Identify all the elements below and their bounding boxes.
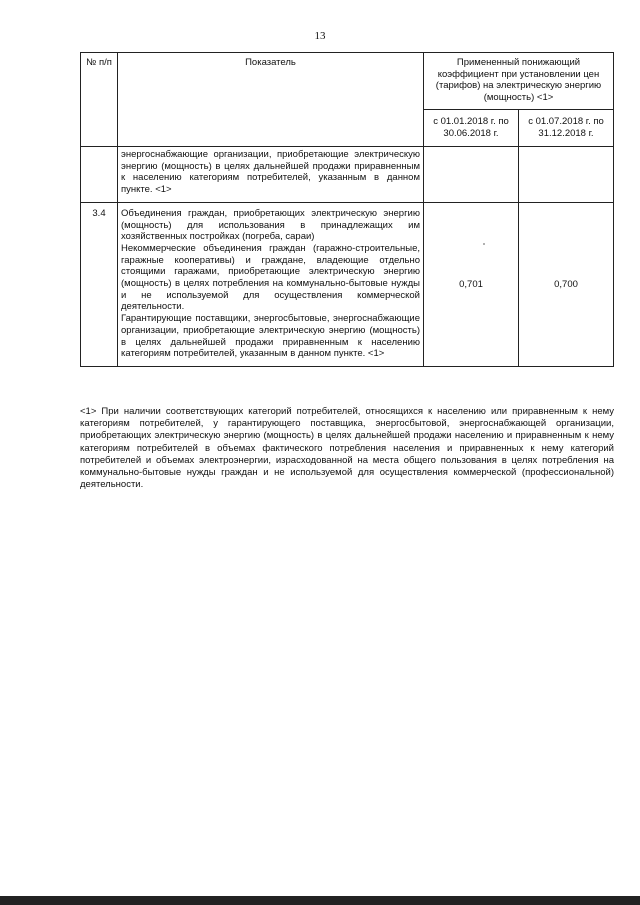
scan-speck: [483, 243, 485, 245]
indicator-paragraph: Некоммерческие объединения граждан (гаражно-строительные, гаражные кооперативы) и граждане, владеющие отдельно стоящими гаражами, приобретающие электрическую энергию (мощность) в целях потребления на коммунально-бытовые нужды и не используемой для осуществления коммерческой деятельности.: [121, 242, 420, 313]
table-header-row: [81, 53, 614, 110]
header-number: № п/п: [81, 53, 118, 147]
header-period-1: с 01.01.2018 г. по 30.06.2018 г.: [424, 110, 519, 147]
footnote: <1> При наличии соответствующих категорий потребителей, относящихся к населению или приравненным к нему категориям потребителей, у гарантирующего поставщика, энергосбытовой, энергоснабжающей организации, приобретающих электрическую энергию (мощность) в целях дальнейшей продажи населению и приравненным к нему категориям потребителей в объемах фактического потребления населения и приравненных к нему категорий потребителей и объемах электроэнергии, израсходованной на места общего пользования в целях потребления на коммунально-бытовые нужды граждан и не используемой для осуществления коммерческой (профессиональной) деятельности.: [80, 406, 614, 491]
header-period-2: с 01.07.2018 г. по 31.12.2018 г.: [519, 110, 614, 147]
tariff-coefficient-table: [80, 52, 614, 367]
row-number: 3.4: [81, 202, 118, 366]
indicator-paragraph: Гарантирующие поставщики, энергосбытовые, энергоснабжающие организации, приобретающие электрическую энергию (мощность) в целях дальнейшей продажи приравненным к населению категориям потребителей, указанным в данном пункте. <1>: [121, 313, 420, 360]
row-value-1: [424, 147, 519, 203]
scan-edge-bar: [0, 896, 640, 905]
table-row: [81, 202, 614, 366]
row-value-2: 0,700: [519, 202, 614, 366]
row-indicator: энергоснабжающие организации, приобретающие электрическую энергию (мощность) в целях дальнейшей продажи приравненным к населению категориям потребителей, указанным в данном пункте. <1>: [118, 147, 424, 203]
table-row: [81, 147, 614, 203]
header-coefficient: Примененный понижающий коэффициент при установлении цен (тарифов) на электрическую энергию (мощность) <1>: [424, 53, 614, 110]
row-indicator: [118, 202, 424, 366]
row-value-2: [519, 147, 614, 203]
header-indicator: Показатель: [118, 53, 424, 147]
indicator-paragraph: Объединения граждан, приобретающих электрическую энергию (мощность) для использования в принадлежащих им хозяйственных постройках (погреба, сараи): [121, 207, 420, 243]
row-value-1: 0,701: [424, 202, 519, 366]
page-number: 13: [314, 30, 326, 42]
row-number: [81, 147, 118, 203]
